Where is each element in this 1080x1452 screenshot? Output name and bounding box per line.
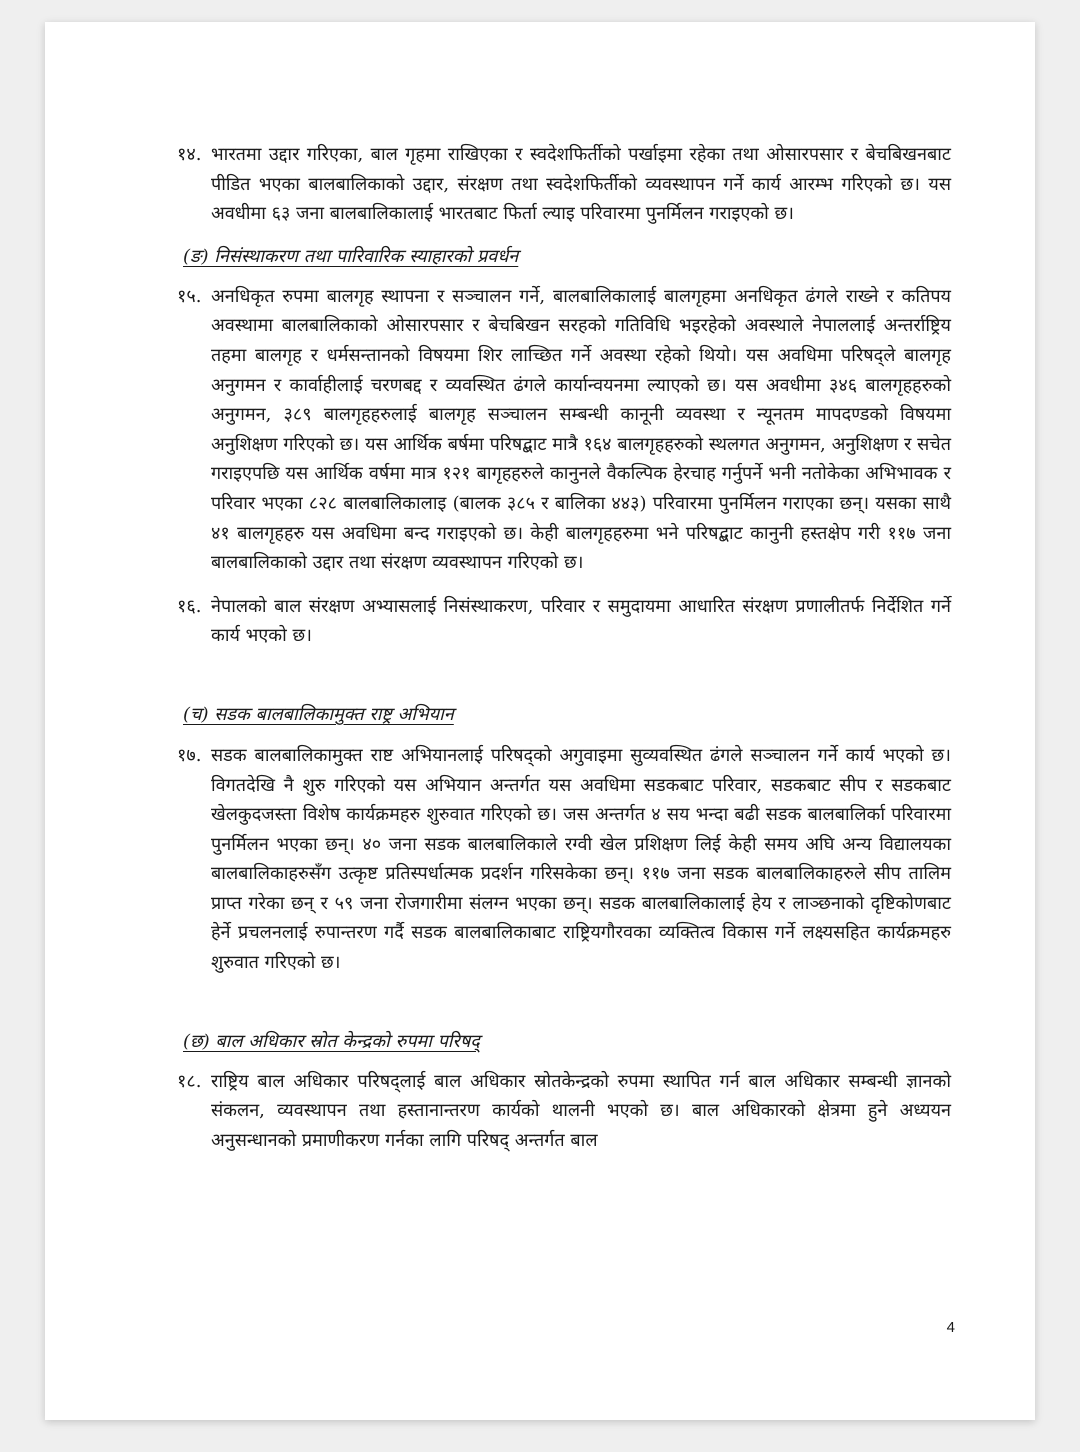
paragraph-15 <box>177 282 951 578</box>
paragraph-number: १६. <box>177 595 202 617</box>
paragraph-text: भारतमा उद्दार गरिएका, बाल गृहमा राखिएका र स्वदेशफिर्तीको पर्खाइमा रहेका तथा ओसारपसार र बेचबिखनबाट पीडित भएका बालबालिकाको उद्दार, संरक्षण तथा स्वदेशफिर्तीको व्यवस्थापन गर्ने कार्य आरम्भ गरिएको छ। यस अवधीमा ६३ जना बालबालिकालाई भारतबाट फिर्ता ल्याइ परिवारमा पुनर्मिलन गराइएको छ। <box>211 144 951 225</box>
paragraph-14 <box>177 140 951 229</box>
paragraph-number: १८. <box>177 1070 202 1092</box>
paragraph-text: नेपालको बाल संरक्षण अभ्यासलाई निसंस्थाकरण, परिवार र समुदायमा आधारित संरक्षण प्रणालीतर्फ निर्देशित गर्ने कार्य भएको छ। <box>211 595 951 647</box>
paragraph-17 <box>177 741 951 978</box>
paragraph-number: १४. <box>177 144 202 165</box>
paragraph-number: १५. <box>177 285 202 307</box>
section-heading-nga: (ङ) निसंस्थाकरण तथा पारिवारिक स्याहारको प्रवर्धन <box>183 245 519 267</box>
section-heading-chha: (छ) बाल अधिकार स्रोत केन्द्रको रुपमा परिषद् <box>183 1030 480 1052</box>
paragraph-text: राष्ट्रिय बाल अधिकार परिषद्लाई बाल अधिकार स्रोतकेन्द्रको रुपमा स्थापित गर्न बाल अधिकार सम्बन्धी ज्ञानको संकलन, व्यवस्थापन तथा हस्तानान्तरण कार्यको थालनी भएको छ। बाल अधिकारको क्षेत्रमा हुने अध्ययन अनुसन्धानको प्रमाणीकरण गर्नका लागि परिषद् अन्तर्गत बाल <box>211 1070 951 1151</box>
page-number: 4 <box>946 1319 955 1336</box>
paragraph-18 <box>177 1067 951 1156</box>
paragraph-16 <box>177 592 951 651</box>
page-content <box>177 140 951 1155</box>
document-page <box>45 22 1035 1420</box>
section-heading-cha: (च) सडक बालबालिकामुक्त राष्ट्र अभियान <box>183 703 454 725</box>
paragraph-number: १७. <box>177 744 202 766</box>
paragraph-text: सडक बालबालिकामुक्त राष्ट अभियानलाई परिषद्को अगुवाइमा सुव्यवस्थित ढंगले सञ्चालन गर्ने कार्य भएको छ। विगतदेखि नै शुरु गरिएको यस अभियान अन्तर्गत यस अवधिमा सडकबाट परिवार, सडकबाट सीप र सडकबाट खेलकुदजस्ता विशेष कार्यक्रमहरु शुरुवात गरिएको छ। जस अन्तर्गत ४ सय भन्दा बढी सडक बालबालिर्का परिवारमा पुनर्मिलन भएका छन्। ४० जना सडक बालबालिकाले रग्वी खेल प्रशिक्षण लिई केही समय अघि अन्य विद्यालयका बालबालिकाहरुसँग उत्कृष्ट प्रतिस्पर्धात्मक प्रदर्शन गरिसकेका छन्। ११७ जना सडक बालबालिकाहरुले सीप तालिम प्राप्त गरेका छन् र ५९ जना रोजगारीमा संलग्न भएका छन्। सडक बालबालिकालाई हेय र लाञ्छनाको दृष्टिकोणबाट हेर्ने प्रचलनलाई रुपान्तरण गर्दै सडक बालबालिकाबाट राष्ट्रियगौरवका व्यक्तित्व विकास गर्ने लक्ष्यसहित कार्यक्रमहरु शुरुवात गरिएको छ। <box>211 744 951 974</box>
paragraph-text: अनधिकृत रुपमा बालगृह स्थापना र सञ्चालन गर्ने, बालबालिकालाई बालगृहमा अनधिकृत ढंगले राख्ने र कतिपय अवस्थामा बालबालिकाको ओसारपसार र बेचबिखन सरहको गतिविधि भइरहेको अवस्थाले नेपाललाई अन्तर्राष्ट्रिय तहमा बालगृह र धर्मसन्तानको विषयमा शिर लाच्छित गर्ने अवस्था रहेको थियो। यस अवधिमा परिषद्ले बालगृह अनुगमन र कार्वाहीलाई चरणबद्द र व्यवस्थित ढंगले कार्यान्वयनमा ल्याएको छ। यस अवधीमा ३४६ बालगृहहरुको अनुगमन, ३८९ बालगृहहरुलाई बालगृह सञ्चालन सम्बन्धी कानूनी व्यवस्था र न्यूनतम मापदण्डको विषयमा अनुशिक्षण गरिएको छ। यस आर्थिक बर्षमा परिषद्बाट मात्रै १६४ बालगृहहरुको स्थलगत अनुगमन, अनुशिक्षण र सचेत गराइएपछि यस आर्थिक वर्षमा मात्र १२१ बागृहहरुले कानुनले वैकल्पिक हेरचाह गर्नुपर्ने भनी नतोकेका अभिभावक र परिवार भएका ८२८ बालबालिकालाइ (बालक ३८५ र बालिका ४४३) परिवारमा पुनर्मिलन गराएका छन्। यसका साथै ४१ बालगृहहरु यस अवधिमा बन्द गराइएको छ। केही बालगृहहरुमा भने परिषद्बाट कानुनी हस्तक्षेप गरी ११७ जना बालबालिकाको उद्दार तथा संरक्षण व्यवस्थापन गरिएको छ। <box>211 285 951 574</box>
